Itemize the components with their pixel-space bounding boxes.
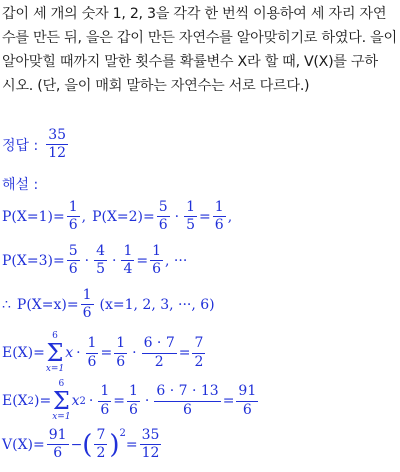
math-token: 6	[52, 331, 58, 341]
eq-p1-p2	[2, 200, 232, 234]
problem-line-2: 수를 만든 뒤, 을은 갑이 만든 자연수를 알아맞히기로 하였다. 을이	[2, 30, 397, 46]
math-token: ·	[84, 252, 90, 269]
fraction	[94, 244, 107, 278]
summation	[52, 380, 70, 422]
math-token: x	[65, 345, 74, 361]
math-token: 1	[81, 288, 94, 305]
math-token: 6	[82, 305, 92, 322]
math-token: x	[71, 393, 80, 409]
math-token: 2	[194, 353, 204, 370]
math-token: 7	[94, 428, 107, 445]
fraction	[121, 244, 134, 278]
eq-vx	[2, 428, 163, 462]
eq-p3	[2, 244, 187, 278]
summation	[46, 332, 64, 374]
problem-line-3: 알아맞힐 때까지 말한 횟수를 확률변수 X라 할 때, V(X)를 구하	[2, 54, 378, 70]
math-token: ∴	[2, 296, 11, 313]
math-token: Σ	[46, 339, 64, 367]
math-token: 35	[140, 428, 162, 445]
math-token: 4	[94, 244, 107, 261]
fraction	[157, 200, 170, 234]
math-token: 6	[58, 379, 65, 389]
fraction	[142, 336, 177, 370]
math-token: 1	[114, 336, 127, 353]
math-token: 6	[116, 353, 126, 370]
math-token: E(X	[2, 393, 28, 409]
fraction	[67, 244, 80, 278]
math-token: 6	[214, 217, 224, 234]
math-token: −	[70, 436, 83, 453]
math-token: (x=1, 2, 3, ···, 6)	[99, 296, 215, 313]
math-token: 6	[87, 353, 97, 370]
fraction	[154, 384, 220, 418]
fraction	[140, 428, 162, 462]
math-token: 35	[46, 128, 68, 145]
fraction	[213, 200, 226, 234]
answer-row	[2, 128, 70, 162]
math-token: =	[136, 252, 149, 269]
fraction	[114, 336, 127, 370]
math-token: 1	[213, 200, 226, 217]
math-token: 1	[98, 384, 111, 401]
math-token: =	[125, 436, 138, 453]
math-token: 1	[184, 200, 197, 217]
problem-line-1: 갑이 세 개의 숫자 1, 2, 3을 각각 한 번씩 이용하여 세 자리 자연	[2, 6, 387, 22]
math-token: 7	[192, 336, 205, 353]
math-token: ·	[111, 252, 117, 269]
eq-ex2	[2, 380, 260, 422]
math-token: 1	[150, 244, 163, 261]
fraction	[86, 336, 99, 370]
solution-label: 해설 :	[2, 177, 39, 193]
math-token: E(X)=	[2, 345, 45, 361]
math-token: 5	[157, 200, 170, 217]
math-token: x=1	[45, 364, 65, 374]
math-token: 1	[86, 336, 99, 353]
math-token: 6	[152, 261, 162, 278]
fraction	[98, 384, 111, 418]
math-token: )=	[34, 393, 52, 409]
math-token: =	[222, 393, 235, 409]
eq-ex	[2, 332, 207, 374]
fraction	[236, 384, 258, 418]
math-token: ·	[144, 393, 150, 409]
math-token: ·	[76, 345, 81, 361]
math-token: ,	[227, 208, 233, 225]
fraction	[127, 384, 140, 418]
math-token: P(X=x)=	[16, 296, 79, 313]
answer-label: 정답 :	[2, 137, 39, 154]
math-token: =	[199, 208, 211, 225]
math-token: 6	[68, 217, 78, 234]
fraction	[67, 200, 80, 234]
math-token: 91	[236, 384, 258, 401]
math-token: 2	[119, 428, 126, 439]
math-token: 6	[53, 445, 63, 462]
math-token: x=1	[52, 412, 71, 422]
math-token: 6	[183, 401, 192, 418]
math-token: ·	[132, 345, 137, 361]
math-token: 1	[121, 244, 134, 261]
eq-px	[2, 288, 215, 322]
fraction	[81, 288, 94, 322]
math-token: 6	[68, 261, 78, 278]
math-token: ,	[81, 208, 87, 225]
math-token: 2	[154, 353, 164, 370]
math-token: V(X)=	[2, 436, 45, 453]
math-token: 6 · 7	[142, 336, 177, 353]
math-token: 12	[141, 445, 160, 462]
math-token: =	[100, 345, 113, 361]
fraction	[150, 244, 163, 278]
math-token: 6	[100, 401, 110, 418]
math-token: 1	[67, 200, 80, 217]
problem-line-4: 시오. (단, 을이 매회 말하는 자연수는 서로 다르다.)	[2, 78, 310, 94]
math-token: 2	[79, 395, 86, 407]
math-token: ·	[88, 393, 94, 409]
answer-fraction	[46, 128, 68, 162]
math-token: , ···	[165, 252, 188, 269]
math-token: 4	[123, 261, 133, 278]
math-token: 6	[242, 401, 252, 418]
fraction	[192, 336, 205, 370]
math-token: =	[178, 345, 191, 361]
math-token: (	[82, 429, 93, 460]
math-token: 12	[48, 145, 67, 162]
math-token: 5	[186, 217, 196, 234]
math-token: P(X=1)=	[2, 208, 65, 225]
math-token: 2	[96, 445, 106, 462]
math-token: 5	[67, 244, 80, 261]
math-token: 6	[128, 401, 138, 418]
math-token: P(X=2)=	[92, 208, 155, 225]
fraction	[94, 428, 107, 462]
fraction	[184, 200, 197, 234]
math-token: 1	[127, 384, 140, 401]
math-token: P(X=3)=	[2, 252, 65, 269]
problem-text	[2, 2, 398, 98]
math-token: 2	[27, 395, 35, 407]
math-token: ·	[174, 208, 180, 225]
math-token: Σ	[52, 387, 70, 415]
math-token: )	[109, 429, 120, 460]
math-token: 6 · 7 · 13	[154, 384, 220, 401]
math-token: 91	[47, 428, 69, 445]
math-token: =	[113, 393, 125, 409]
math-token: 6	[158, 217, 168, 234]
fraction	[47, 428, 69, 462]
math-token: 5	[96, 261, 105, 278]
